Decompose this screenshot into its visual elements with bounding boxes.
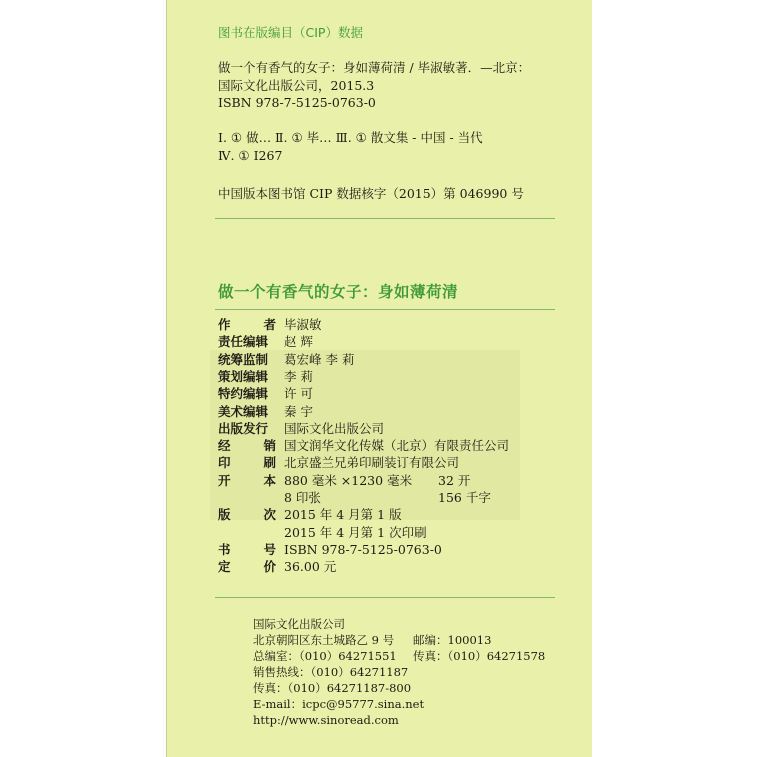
website: http://www.sinoread.com <box>253 713 399 727</box>
credit-value: 国际文化出版公司 <box>284 420 385 436</box>
credit-label <box>218 455 276 471</box>
credit-label-char: 书 <box>218 541 231 557</box>
credit-value: ISBN 978-7-5125-0763-0 <box>284 541 442 557</box>
credit-label-char: 者 <box>263 317 276 332</box>
sales-hotline: 销售热线：（010）64271187 <box>253 665 409 679</box>
cip-heading: 图书在版编目（CIP）数据 <box>218 25 363 40</box>
credit-label-char: 版 <box>218 507 231 523</box>
credit-value: 36.00 元 <box>284 559 337 575</box>
credit-value-secondary: 156 千字 <box>438 490 491 505</box>
credit-value: 赵 辉 <box>284 334 313 350</box>
credit-label: 统筹监制 <box>218 351 269 367</box>
credit-label: 出版发行 <box>218 420 269 436</box>
credit-value: 葛宏峰 李 莉 <box>284 351 355 367</box>
credit-label-char: 价 <box>263 559 276 575</box>
credit-label: 责任编辑 <box>218 334 269 350</box>
credit-value: 毕淑敏 <box>284 317 322 332</box>
cip-verification: 中国版本图书馆 CIP 数据核字（2015）第 046990 号 <box>218 186 524 201</box>
credit-label <box>218 559 276 575</box>
cip-line-2: 国际文化出版公司，2015.3 <box>218 78 375 93</box>
credit-label <box>218 542 276 558</box>
credit-value: 秦 宇 <box>284 403 313 419</box>
fax-2: 传真：（010）64271187-800 <box>253 681 412 695</box>
copyright-page <box>166 0 592 757</box>
credit-label-char: 定 <box>218 559 231 575</box>
page-edge <box>166 0 167 757</box>
publisher-phone-row <box>253 649 546 663</box>
credit-value: 国文润华文化传媒（北京）有限责任公司 <box>284 438 510 454</box>
cip-classification-1: Ⅰ. ① 做… Ⅱ. ① 毕… Ⅲ. ① 散文集 - 中国 - 当代 <box>218 130 483 145</box>
credit-value: 北京盛兰兄弟印刷装订有限公司 <box>284 455 460 471</box>
publisher-address: 北京朝阳区东土城路乙 9 号 <box>253 633 395 647</box>
top-divider <box>215 218 555 219</box>
book-title: 做一个有香气的女子：身如薄荷清 <box>218 283 459 301</box>
credit-value-secondary: 32 开 <box>438 472 471 488</box>
credit-label-char: 开 <box>218 472 231 488</box>
cip-line-3: ISBN 978-7-5125-0763-0 <box>218 95 376 110</box>
credit-label: 特约编辑 <box>218 386 269 402</box>
email: E-mail：icpc@95777.sina.net <box>253 697 425 711</box>
credit-label: 美术编辑 <box>218 403 269 419</box>
credit-label: 策划编辑 <box>218 368 269 384</box>
credit-value: 李 莉 <box>284 368 313 384</box>
credit-label-char: 作 <box>218 317 231 332</box>
credit-label-char: 印 <box>218 455 231 471</box>
cip-classification-2: Ⅳ. ① I267 <box>218 148 283 163</box>
credit-label-char: 号 <box>263 541 276 557</box>
publisher-address-row <box>253 633 492 647</box>
bottom-divider <box>215 597 555 598</box>
credit-label <box>218 473 276 489</box>
title-divider <box>215 309 555 310</box>
credit-label <box>218 507 276 523</box>
credit-label-char: 本 <box>263 472 276 488</box>
credit-label <box>218 317 276 333</box>
editorial-office: 总编室：（010）64271551 <box>253 649 397 663</box>
credit-label-char: 刷 <box>263 455 276 471</box>
credit-value: 许 可 <box>284 386 313 402</box>
fax-1: 传真：（010）64271578 <box>413 649 546 663</box>
credit-value: 8 印张 <box>284 490 321 505</box>
cip-line-1: 做一个有香气的女子：身如薄荷清 / 毕淑敏著．—北京： <box>218 60 531 75</box>
credit-label-char: 次 <box>263 507 276 523</box>
credit-label-char: 销 <box>263 438 276 454</box>
credit-value: 880 毫米 ×1230 毫米 <box>284 472 413 488</box>
credit-value: 2015 年 4 月第 1 版 <box>284 507 402 523</box>
credit-label <box>218 438 276 454</box>
publisher-name: 国际文化出版公司 <box>253 617 345 631</box>
credit-label-char: 经 <box>218 438 231 454</box>
publisher-postcode: 邮编：100013 <box>413 633 492 647</box>
credit-value: 2015 年 4 月第 1 次印刷 <box>284 524 427 540</box>
